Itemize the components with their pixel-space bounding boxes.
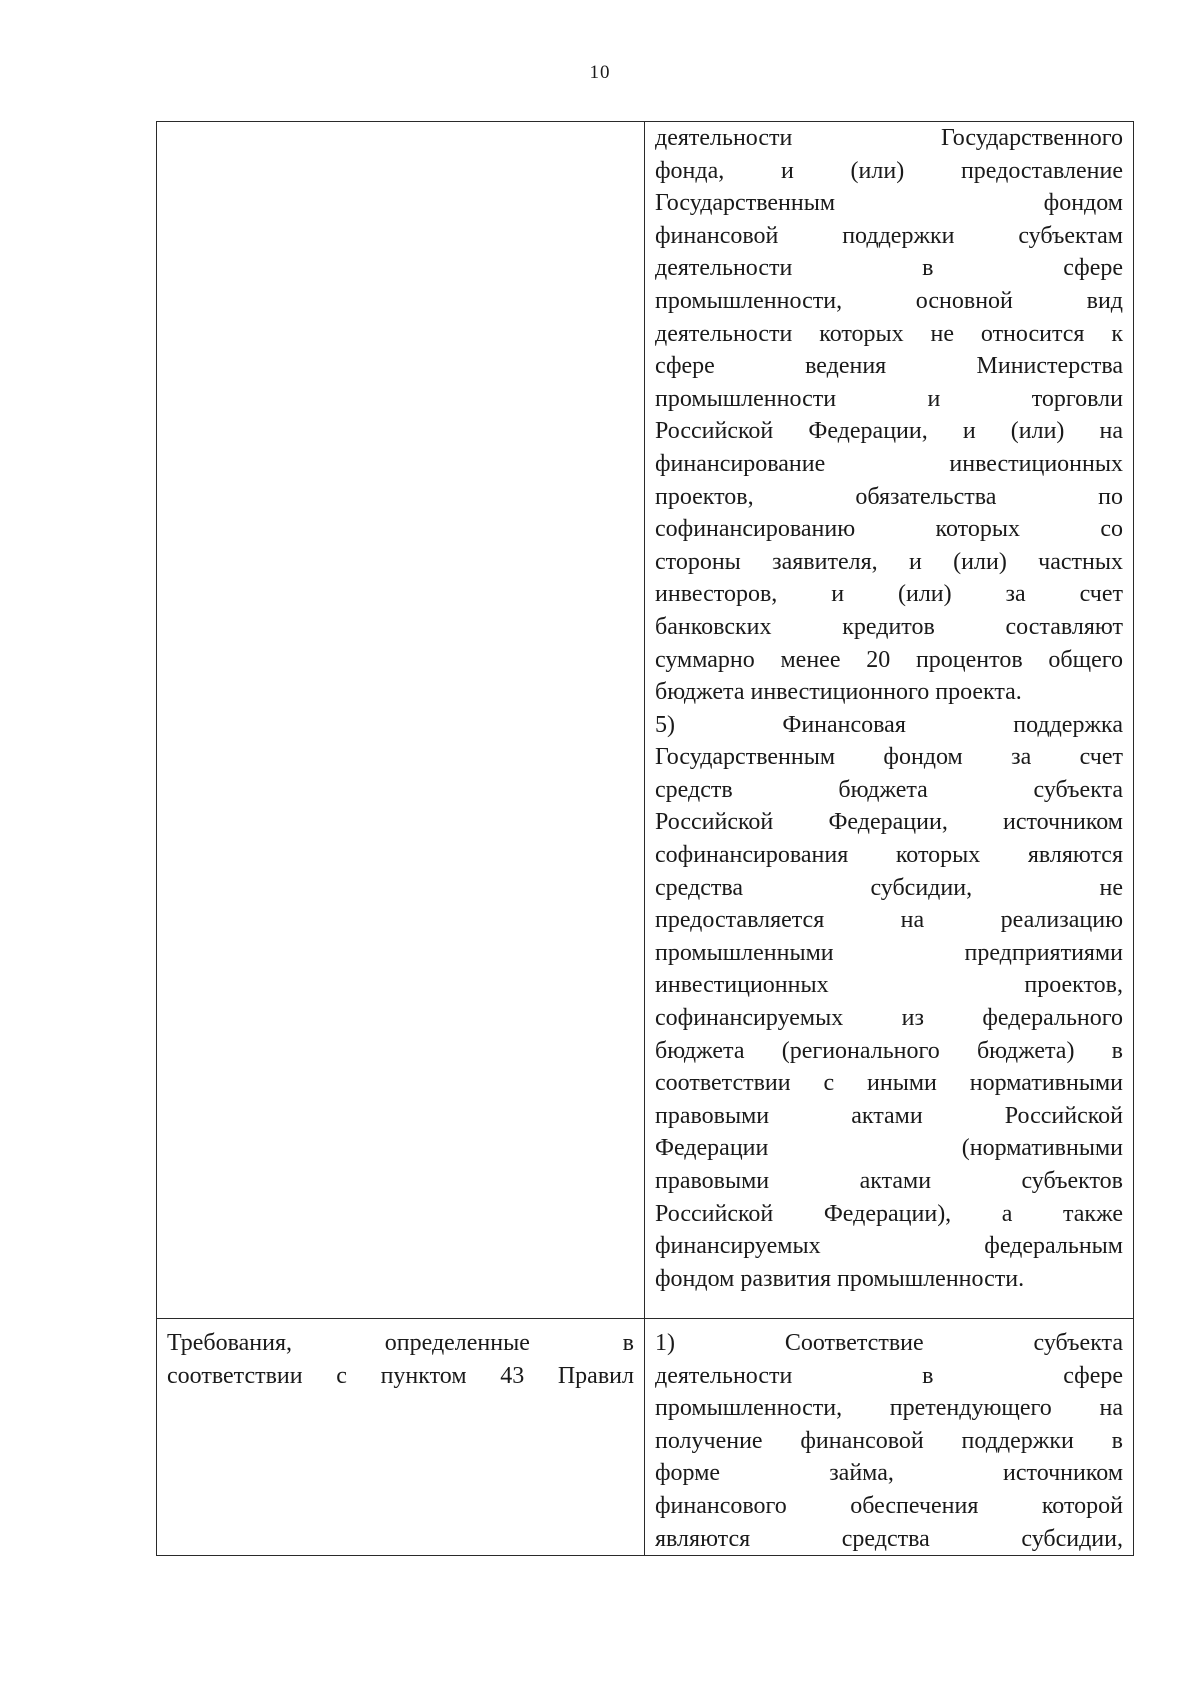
- text-line: 1) Соответствие субъекта: [655, 1330, 1123, 1356]
- text-line: средства субсидии, не: [655, 874, 1123, 901]
- table-cell-right: [645, 122, 1134, 1319]
- text-line: правовыми актами субъектов: [655, 1168, 1123, 1194]
- text-line: бюджета (регионального бюджета) в: [655, 1037, 1123, 1064]
- text-line: финансирование инвестиционных: [655, 450, 1123, 477]
- table-cell-left: [157, 1319, 645, 1556]
- text-line: соответствии с иными нормативными: [655, 1070, 1123, 1097]
- text-line: банковских кредитов составляют: [655, 613, 1123, 640]
- text-line: промышленности и торговли: [655, 385, 1123, 412]
- text-line: фонда, и (или) предоставление: [655, 157, 1123, 184]
- text-line: финансируемых федеральным: [655, 1233, 1123, 1260]
- table-cell-right: [645, 1319, 1134, 1556]
- text-line: инвестиционных проектов,: [655, 972, 1123, 999]
- cell-text: [645, 122, 1133, 1295]
- text-line: промышленности, претендующего на: [655, 1395, 1123, 1422]
- text-line: софинансирования которых являются: [655, 842, 1123, 869]
- text-line: Российской Федерации, источником: [655, 809, 1123, 836]
- text-line: финансовой поддержки субъектам: [655, 222, 1123, 249]
- text-line: инвесторов, и (или) за счет: [655, 581, 1123, 608]
- text-line: средств бюджета субъекта: [655, 776, 1123, 803]
- text-line: Государственным фондом: [655, 190, 1123, 217]
- text-line: деятельности Государственного: [655, 125, 1123, 151]
- table-cell-left-empty: [157, 122, 645, 1319]
- text-line: Требования, определенные в: [167, 1330, 634, 1356]
- text-line: софинансируемых из федерального: [655, 1005, 1123, 1032]
- text-line: суммарно менее 20 процентов общего: [655, 646, 1123, 673]
- text-line: промышленности, основной вид: [655, 287, 1123, 314]
- table-row: [157, 122, 1134, 1319]
- text-line: Государственным фондом за счет: [655, 744, 1123, 771]
- text-line: деятельности которых не относится к: [655, 320, 1123, 347]
- text-line: являются средства субсидии,: [655, 1525, 1123, 1552]
- text-line: Российской Федерации), а также: [655, 1200, 1123, 1227]
- text-line: Российской Федерации, и (или) на: [655, 418, 1123, 445]
- text-line: Федерации (нормативными: [655, 1135, 1123, 1162]
- text-line: деятельности в сфере: [655, 1362, 1123, 1389]
- text-line: финансового обеспечения которой: [655, 1492, 1123, 1519]
- text-line: получение финансовой поддержки в: [655, 1427, 1123, 1454]
- text-line: бюджета инвестиционного проекта.: [655, 679, 1022, 706]
- text-line: проектов, обязательства по: [655, 483, 1123, 510]
- text-line: предоставляется на реализацию: [655, 907, 1123, 934]
- text-line: сфере ведения Министерства: [655, 353, 1123, 380]
- text-line: форме займа, источником: [655, 1460, 1123, 1487]
- text-line: деятельности в сфере: [655, 255, 1123, 282]
- cell-text: [157, 122, 644, 130]
- cell-text: [645, 1319, 1133, 1555]
- table-row: [157, 1319, 1134, 1556]
- text-line: софинансированию которых со: [655, 516, 1123, 543]
- text-line: фондом развития промышленности.: [655, 1265, 1025, 1292]
- page-number: 10: [589, 62, 611, 83]
- cell-text: [157, 1319, 644, 1392]
- text-line: стороны заявителя, и (или) частных: [655, 548, 1123, 575]
- text-line: соответствии с пунктом 43 Правил: [167, 1362, 634, 1389]
- requirements-table: [156, 121, 1134, 1556]
- text-line: 5) Финансовая поддержка: [655, 711, 1123, 738]
- text-line: правовыми актами Российской: [655, 1102, 1123, 1129]
- text-line: промышленными предприятиями: [655, 939, 1123, 966]
